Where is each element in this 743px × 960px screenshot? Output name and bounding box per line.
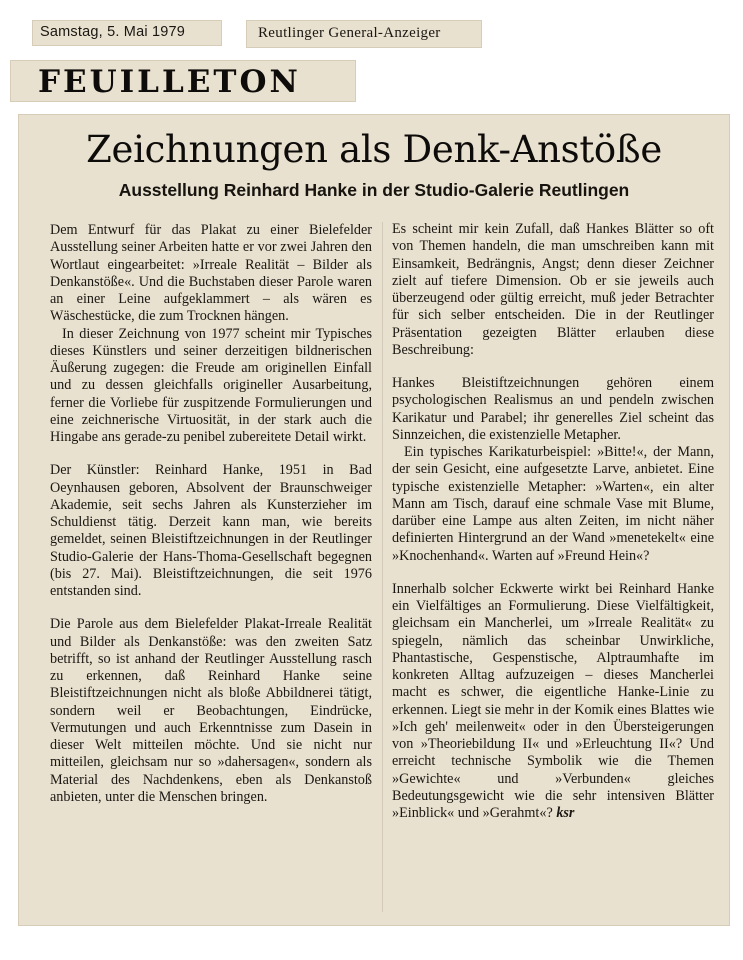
paragraph: Die Parole aus dem Bielefelder Plakat-Irreale Realität und Bilder als Denkanstöße: was den zweiten Satz betrifft, so ist anhand der Reutlinger Ausstellung rasch zu erkennen, daß Reinhard Hanke seine Bleistiftzeichnungen nicht als bloße Abbildnerei tätigt, sondern weil er Beobachtungen, Eindrücke, Vermutungen und auch Erkenntnisse zum Dasein in dieser Welt mitteilen möchte. Und sie nicht nur mitteilen, gleichsam nur so »dahersagen«, sondern als Material des Nachdenkens, eben als Denkanstoß anbieten, unter die Menschen bringen. [50,616,372,805]
section-clipping [10,60,356,102]
section-title: FEUILLETON [38,64,301,100]
left-column [50,222,372,806]
right-column [392,221,714,822]
newspaper-name: Reutlinger General-Anzeiger [258,25,441,41]
paragraph: Der Künstler: Reinhard Hanke, 1951 in Bad Oeynhausen geboren, Absolvent der Braunschweiger Akademie, seit sechs Jahren als Kunsterzieher im Schuldienst tätig. Derzeit kann man, wie bereits gemeldet, seinen Bleistiftzeichnungen in der Reutlinger Studio-Galerie der Hans-Thoma-Gesellschaft begegnen (bis 27. Mai). Bleistiftzeichnungen, die seit 1976 entstanden sind. [50,462,372,599]
article-headline: Zeichnungen als Denk-Anstöße [86,128,662,171]
paragraph: Hankes Bleistiftzeichnungen gehören einem psychologischen Realismus an und pendeln zwischen Karikatur und Parabel; ihr generelles Ziel scheint das Sinnzeichen, die existenzielle Metapher. [392,375,714,443]
paragraph: Dem Entwurf für das Plakat zu einer Bielefelder Ausstellung seiner Arbeiten hatte er vor zwei Jahren den Wortlaut eingearbeitet: »Irreale Realität – Bilder als Denkanstöße«. Und die Buchstaben dieser Parole waren an einer Leine aufgeklammert – als wären es Wäschestücke, die zum Trocknen hängen. [50,222,372,325]
author-signature: ksr [556,805,575,821]
paragraph: In dieser Zeichnung von 1977 scheint mir Typisches dieses Künstlers und seiner derzeitigen bildnerischen Äußerung zugegen: die Freude am originellen Einfall und zu dessen gleichfalls origineller Ausarbeitung, ferner die Vorliebe für zuspitzende Formulierungen und eine zeichnerische Virtuosität, in der stark auch die Hingabe ans gerade-zu penibel zubereitete Detail wirkt. [50,325,372,445]
paragraph: Es scheint mir kein Zufall, daß Hankes Blätter so oft von Themen handeln, die man umschreiben kann mit Einsamkeit, Bedrängnis, Angst; denn dieser Zeichner zielt auf tiefere Dimension. Ob er sie jeweils auch überzeugend oder gültig erreicht, muß jeder Betrachter für sich selber entscheiden. Die in der Reutlinger Präsentation gezeigten Blätter erlauben diese Beschreibung: [392,221,714,358]
date-clipping [32,20,222,46]
publication-date: Samstag, 5. Mai 1979 [40,24,186,40]
paragraph: Ein typisches Karikaturbeispiel: »Bitte!«, der Mann, der sein Gesicht, eine aufgesetzte Larve, anbietet. Eine typische existenzielle Metapher: »Warten«, ein alter Mann am Tisch, darauf eine schmale Vase mit Blume, darüber eine Lampe aus alten Zeiten, im nicht näher definierten Hintergrund an der Wand »menetekelt« eine »Knochenhand«. Warten auf »Freund Hein«? [392,444,714,564]
article-clipping [18,114,730,926]
paragraph-final [392,581,714,823]
newspaper-clipping [246,20,482,48]
column-divider [382,222,383,912]
article-subheadline: Ausstellung Reinhard Hanke in der Studio-Galerie Reutlingen [118,180,630,200]
paragraph-text: Innerhalb solcher Eckwerte wirkt bei Reinhard Hanke ein Vielfältiges an Formulierung. Diese Vielfältigkeit, gleichsam ein Mancherlei, um »Irreale Realität« zu spiegeln, nämlich das scheinbar Unwirkliche, Phantastische, Gespenstische, Alptraumhafte im konkreten Alltag aufzuzeigen – dieses Mancherlei macht es schwer, die eigentliche Hanke-Linie zu erkennen. Liegt sie mehr in der Komik eines Blattes wie »Ich geh' meilenweit« oder in den Übersteigerungen von »Theoriebildung II« und »Erleuchtung II«? Und erreicht technische Symbolik wie die Themen »Gewichte« und »Verbunden« gleiches Bedeutungsgewicht wie die sehr intensiven Blätter »Einblick« und »Gerahmt«? [392,580,714,821]
